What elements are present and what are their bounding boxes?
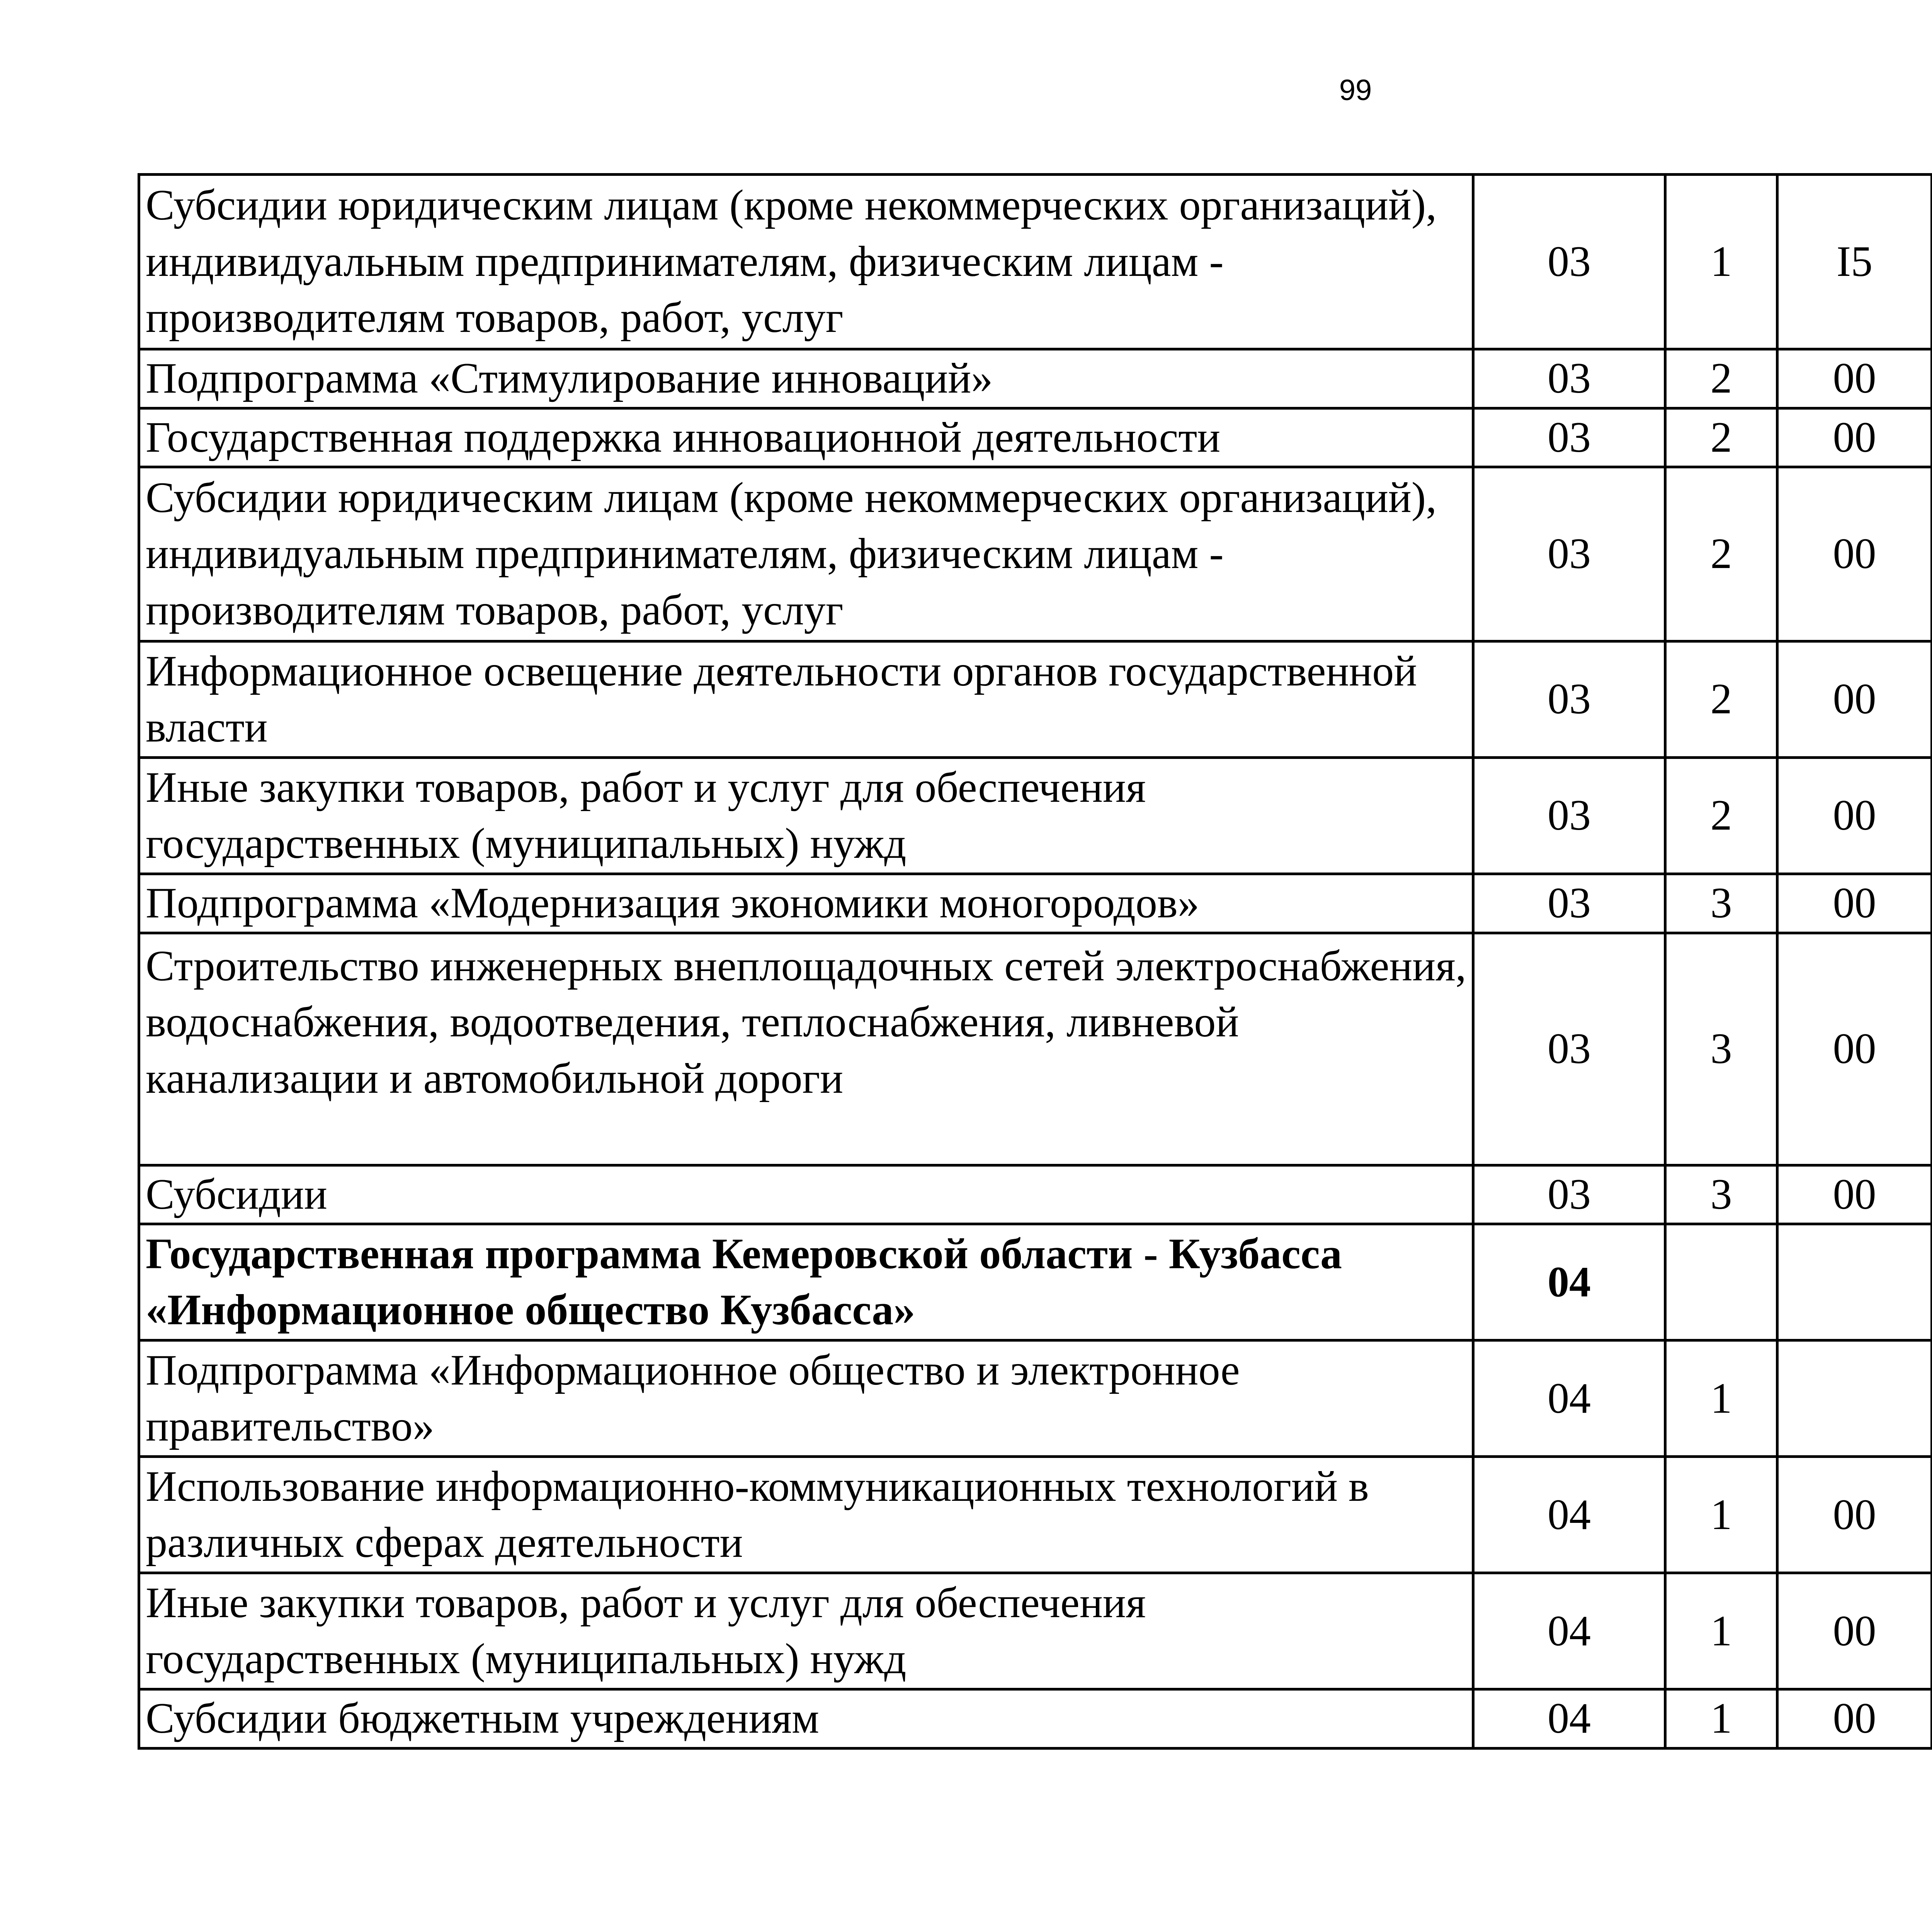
- row-name: Субсидии бюджетным учреждениям: [139, 1689, 1473, 1749]
- event-code: 00: [1777, 349, 1932, 408]
- program-code: 04: [1473, 1689, 1665, 1749]
- row-name: Подпрограмма «Информационное общество и электронное правительство»: [139, 1340, 1473, 1457]
- subprogram-code: 2: [1665, 641, 1777, 758]
- subprogram-code: 2: [1665, 408, 1777, 467]
- budget-table: [138, 173, 1932, 1750]
- page-number: 99: [1339, 74, 1372, 107]
- event-code: 00: [1777, 933, 1932, 1165]
- table-row: [139, 758, 1932, 874]
- subprogram-code: [1665, 1224, 1777, 1340]
- subprogram-code: 1: [1665, 175, 1777, 349]
- table-row: [139, 1340, 1932, 1457]
- row-name: Иные закупки товаров, работ и услуг для обеспечения государственных (муниципальных) нужд: [139, 758, 1473, 874]
- program-code: 03: [1473, 933, 1665, 1165]
- table-row: [139, 1573, 1932, 1689]
- row-name: Государственная программа Кемеровской области - Кузбасса «Информационное общество Кузбасса»: [139, 1224, 1473, 1340]
- table-row: [139, 349, 1932, 408]
- row-name: Строительство инженерных внеплощадочных сетей электроснабжения, водоснабжения, водоотведения, теплоснабжения, ливневой канализации и автомобильной дороги: [139, 933, 1473, 1165]
- subprogram-code: 3: [1665, 933, 1777, 1165]
- row-name: Подпрограмма «Стимулирование инноваций»: [139, 349, 1473, 408]
- row-name: Информационное освещение деятельности органов государственной власти: [139, 641, 1473, 758]
- program-code: 04: [1473, 1340, 1665, 1457]
- row-name: Иные закупки товаров, работ и услуг для обеспечения государственных (муниципальных) нужд: [139, 1573, 1473, 1689]
- event-code: 00: [1777, 758, 1932, 874]
- event-code: 00: [1777, 408, 1932, 467]
- program-code: 04: [1473, 1224, 1665, 1340]
- program-code: 03: [1473, 1165, 1665, 1224]
- row-name: Государственная поддержка инновационной деятельности: [139, 408, 1473, 467]
- program-code: 03: [1473, 758, 1665, 874]
- subprogram-code: 3: [1665, 874, 1777, 933]
- program-code: 03: [1473, 641, 1665, 758]
- table-row: [139, 1165, 1932, 1224]
- program-code: 03: [1473, 408, 1665, 467]
- table-row: [139, 175, 1932, 349]
- subprogram-code: 1: [1665, 1457, 1777, 1573]
- row-name: Подпрограмма «Модернизация экономики моногородов»: [139, 874, 1473, 933]
- subprogram-code: 3: [1665, 1165, 1777, 1224]
- subprogram-code: 2: [1665, 758, 1777, 874]
- row-name: Субсидии: [139, 1165, 1473, 1224]
- event-code: 00: [1777, 1165, 1932, 1224]
- subprogram-code: 1: [1665, 1340, 1777, 1457]
- event-code: 00: [1777, 1457, 1932, 1573]
- event-code: 00: [1777, 467, 1932, 641]
- event-code: 00: [1777, 1689, 1932, 1749]
- table-row: [139, 641, 1932, 758]
- subprogram-code: 2: [1665, 467, 1777, 641]
- table-row: [139, 467, 1932, 641]
- table-row: [139, 1457, 1932, 1573]
- program-code: 03: [1473, 175, 1665, 349]
- row-name: Субсидии юридическим лицам (кроме некоммерческих организаций), индивидуальным предпринимателям, физическим лицам - производителям товаров, работ, услуг: [139, 467, 1473, 641]
- program-code: 04: [1473, 1573, 1665, 1689]
- event-code: 00: [1777, 641, 1932, 758]
- table-row: [139, 1224, 1932, 1340]
- table-row: [139, 1689, 1932, 1749]
- table-row: [139, 408, 1932, 467]
- program-code: 03: [1473, 874, 1665, 933]
- table-row: [139, 874, 1932, 933]
- program-code: 03: [1473, 467, 1665, 641]
- event-code: 00: [1777, 1573, 1932, 1689]
- event-code: 00: [1777, 874, 1932, 933]
- program-code: 04: [1473, 1457, 1665, 1573]
- row-name: Использование информационно-коммуникационных технологий в различных сферах деятельности: [139, 1457, 1473, 1573]
- program-code: 03: [1473, 349, 1665, 408]
- row-name: Субсидии юридическим лицам (кроме некоммерческих организаций), индивидуальным предпринимателям, физическим лицам - производителям товаров, работ, услуг: [139, 175, 1473, 349]
- event-code: [1777, 1340, 1932, 1457]
- event-code: [1777, 1224, 1932, 1340]
- subprogram-code: 2: [1665, 349, 1777, 408]
- table-row: [139, 933, 1932, 1165]
- subprogram-code: 1: [1665, 1573, 1777, 1689]
- subprogram-code: 1: [1665, 1689, 1777, 1749]
- event-code: I5: [1777, 175, 1932, 349]
